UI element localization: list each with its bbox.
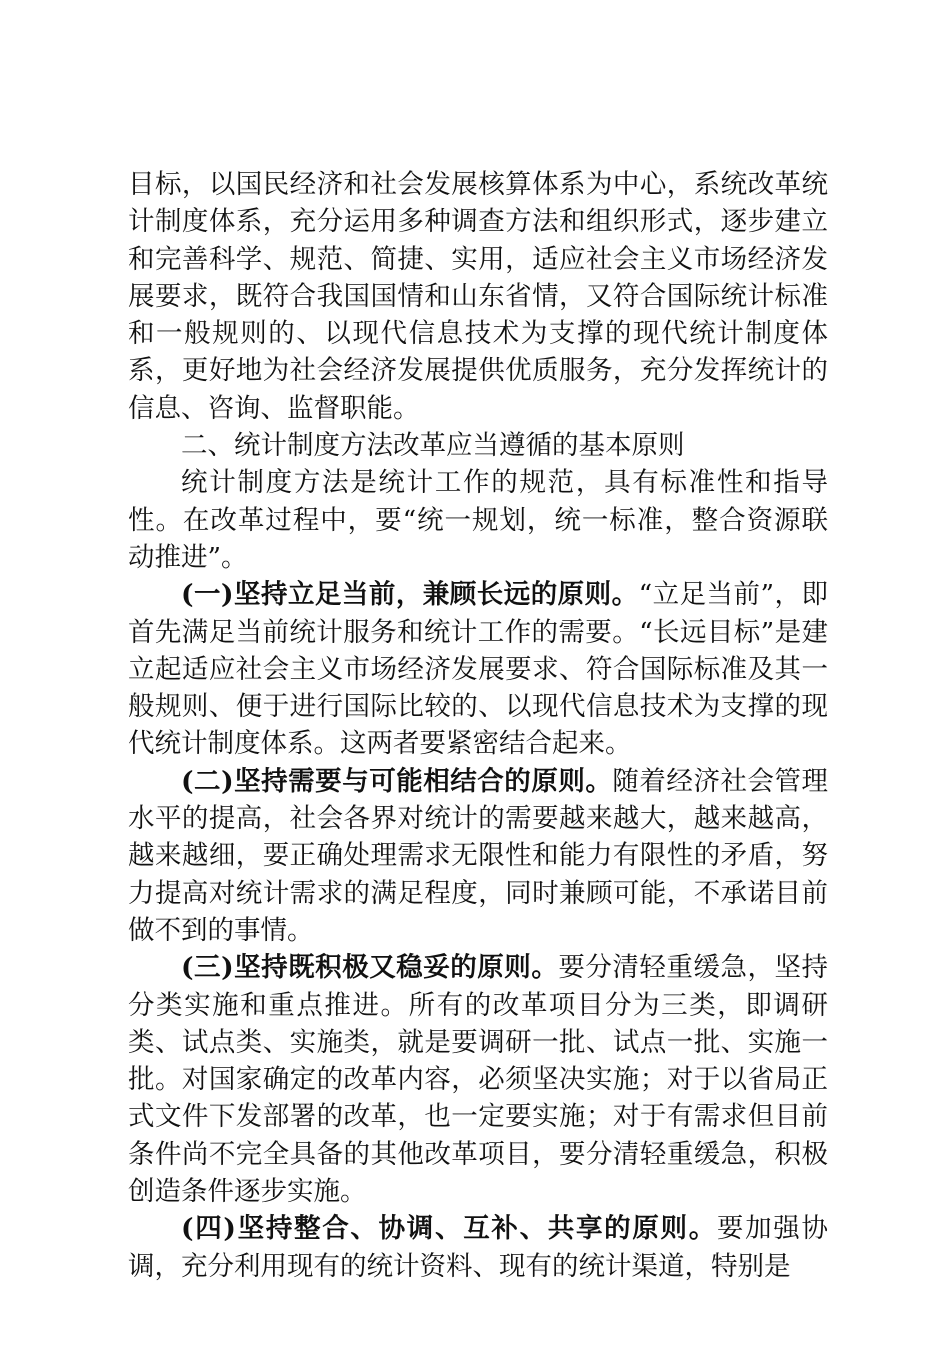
document-body [128,166,828,1285]
principle-title: (四)坚持整合、协调、互补、共享的原则。 [181,1213,717,1245]
paragraph-text: 要加强协调，充分利用现有的统计资料、现有的统计渠道，特别是 [128,1213,828,1282]
principle-2 [128,763,828,949]
paragraph-text: “立足当前”，即首先满足当前统计服务和统计工作的需要。“长远目标”是建立起适应社会主义市场经济发展要求、符合国际标准及其一般规则、便于进行国际比较的、以现代信息技术为支撑的现代统计制度体系。这两者要紧密结合起来。 [128,579,828,760]
section-heading [128,427,828,464]
paragraph-text: 目标，以国民经济和社会发展核算体系为中心，系统改革统计制度体系，充分运用多种调查方法和组织形式，逐步建立和完善科学、规范、简捷、实用，适应社会主义市场经济发展要求，既符合我国国情和山东省情，又符合国际统计标准和一般规则的、以现代信息技术为支撑的现代统计制度体系，更好地为社会经济发展提供优质服务，充分发挥统计的信息、咨询、监督职能。 [128,169,828,424]
principle-title: (二)坚持需要与可能相结合的原则。 [181,765,613,797]
principle-title: (一)坚持立足当前，兼顾长远的原则。 [181,579,639,611]
paragraph-text: 随着经济社会管理水平的提高，社会各界对统计的需要越来越大，越来越高，越来越细，要正确处理需求无限性和能力有限性的矛盾，努力提高对统计需求的满足程度，同时兼顾可能，不承诺目前做不到的事情。 [128,765,829,946]
paragraph-text: 统计制度方法是统计工作的规范，具有标准性和指导性。在改革过程中，要“统一规划，统一标准，整合资源联动推进”。 [128,467,828,573]
principle-4 [128,1210,828,1285]
principle-1 [128,576,828,762]
paragraph-continuation [128,166,828,427]
principle-title: (三)坚持既积极又稳妥的原则。 [181,952,559,984]
principle-3 [128,949,828,1210]
section-heading-text: 二、统计制度方法改革应当遵循的基本原则 [181,430,685,462]
paragraph-intro [128,464,828,576]
paragraph-text: 要分清轻重缓急，坚持分类实施和重点推进。所有的改革项目分为三类，即调研类、试点类、实施类，就是要调研一批、试点一批、实施一批。对国家确定的改革内容，必须坚决实施；对于以省局正式文件下发部署的改革，也一定要实施；对于有需求但目前条件尚不完全具备的其他改革项目，要分清轻重缓急，积极创造条件逐步实施。 [128,952,829,1208]
